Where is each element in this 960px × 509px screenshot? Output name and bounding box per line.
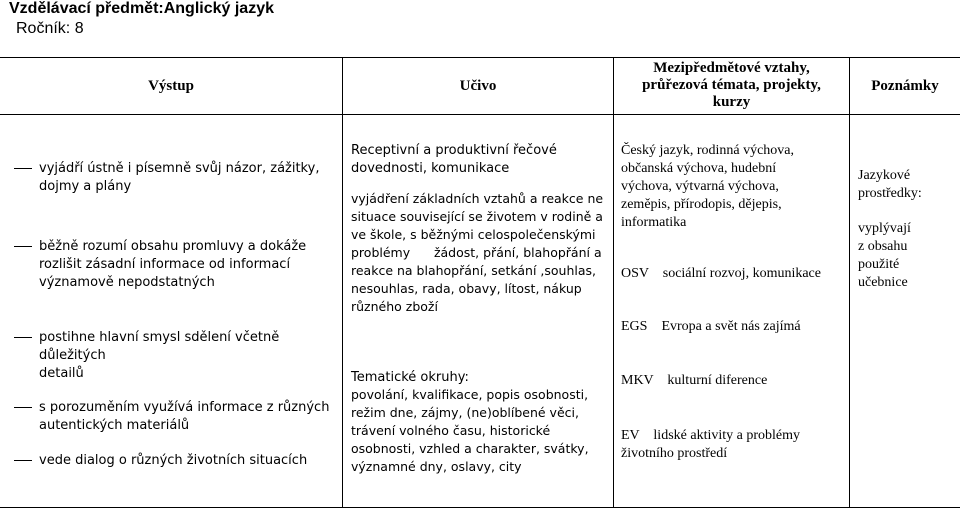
text-line: Český jazyk, rodinná výchova, xyxy=(621,143,795,158)
table-header-separator xyxy=(0,114,960,115)
text-line: dojmy a plány xyxy=(39,179,132,194)
header-poznamky: Poznámky xyxy=(871,78,939,94)
subject-title: Vzdělávací předmět:Anglický jazyk xyxy=(9,0,274,17)
ucivo-topics-label: Tematické okruhy: xyxy=(351,370,469,385)
text-line: z obsahu xyxy=(858,239,908,254)
dash-icon xyxy=(14,460,32,461)
theme-osv: OSV sociální rozvoj, komunikace xyxy=(621,266,821,281)
text-line: reakce na blahopřání, setkání ,souhlas, xyxy=(351,263,597,278)
text-line: různého zboží xyxy=(351,299,438,314)
column-divider-2 xyxy=(613,57,614,508)
ucivo-body xyxy=(351,190,609,316)
text-line: významově nepodstatných xyxy=(39,275,215,290)
text-line: situace související se životem v rodině a xyxy=(351,209,603,224)
text-line: Receptivní a produktivní řečové xyxy=(351,143,557,158)
text-line: běžně rozumí obsahu promluvy a dokáže xyxy=(39,239,307,254)
mezipredmetove-subjects xyxy=(621,142,847,232)
table-bottom-border xyxy=(0,507,960,508)
header-mezipredmetove-line: průřezová témata, projekty, xyxy=(642,77,821,93)
text-line: Jazykové xyxy=(858,168,911,183)
poznamky-lead xyxy=(858,167,958,203)
header-mezipredmetove xyxy=(614,60,849,111)
dash-icon xyxy=(14,337,32,338)
text-line: učebnice xyxy=(858,275,908,290)
text-line: ve škole, s běžnými celospolečenskými xyxy=(351,227,596,242)
column-divider-3 xyxy=(849,57,850,508)
text-line: významné dny, oslavy, city xyxy=(351,459,522,474)
dash-icon xyxy=(14,407,32,408)
text-line: s porozuměním využívá informace z různých xyxy=(39,400,330,415)
text-line: osobnosti, vzhled a charakter, svátky, xyxy=(351,441,589,456)
text-line: dovednosti, komunikace xyxy=(351,161,510,176)
text-line: výchova, výtvarná výchova, xyxy=(621,179,779,194)
text-line: problémy žádost, přání, blahopřání a xyxy=(351,245,602,260)
text-line: vyplývají xyxy=(858,221,911,236)
text-line: informatika xyxy=(621,215,687,230)
list-item-text xyxy=(39,238,334,292)
theme-ev xyxy=(621,427,847,463)
header-mezipredmetove-line: Mezipředmětové vztahy, xyxy=(653,60,810,76)
text-line: prostředky: xyxy=(858,186,922,201)
theme-egs: EGS Evropa a svět nás zajímá xyxy=(621,319,801,334)
header-mezipredmetove-line: kurzy xyxy=(712,94,751,110)
text-line: vede dialog o různých životních situacích xyxy=(39,453,308,468)
table-top-border xyxy=(0,57,960,58)
text-line: trávení volného času, historické xyxy=(351,423,551,438)
text-line: EV lidské aktivity a problémy xyxy=(621,428,800,443)
ucivo-lead xyxy=(351,142,609,178)
theme-mkv: MKV kulturní diference xyxy=(621,373,768,388)
list-item-text xyxy=(39,452,334,470)
text-line: nesouhlas, rada, obavy, lítost, nákup xyxy=(351,281,582,296)
text-line: detailů xyxy=(39,366,84,381)
text-line: povolání, kvalifikace, popis osobnosti, xyxy=(351,387,589,402)
column-divider-1 xyxy=(342,57,343,508)
grade-label: Ročník: 8 xyxy=(16,20,84,37)
list-item-text xyxy=(39,329,334,383)
text-line: životního prostředí xyxy=(621,446,728,461)
dash-icon xyxy=(14,168,32,169)
list-item-text xyxy=(39,399,334,435)
text-line: rozlišit zásadní informace od informací xyxy=(39,257,291,272)
text-line: vyjádření základních vztahů a reakce ne xyxy=(351,191,604,206)
dash-icon xyxy=(14,246,32,247)
text-line: režim dne, zájmy, (ne)oblíbené věci, xyxy=(351,405,579,420)
ucivo-topics xyxy=(351,386,609,476)
text-line: zeměpis, přírodopis, dějepis, xyxy=(621,197,782,212)
text-line: občanská výchova, hudební xyxy=(621,161,777,176)
poznamky-body xyxy=(858,220,958,292)
header-vystup: Výstup xyxy=(148,78,194,94)
list-item-text xyxy=(39,160,334,196)
text-line: použité xyxy=(858,257,900,272)
text-line: postihne hlavní smysl sdělení včetně důležitých xyxy=(39,330,280,363)
text-line: autentických materiálů xyxy=(39,418,190,433)
header-ucivo: Učivo xyxy=(459,78,497,94)
text-line: vyjádří ústně i písemně svůj názor, zážitky, xyxy=(39,161,320,176)
